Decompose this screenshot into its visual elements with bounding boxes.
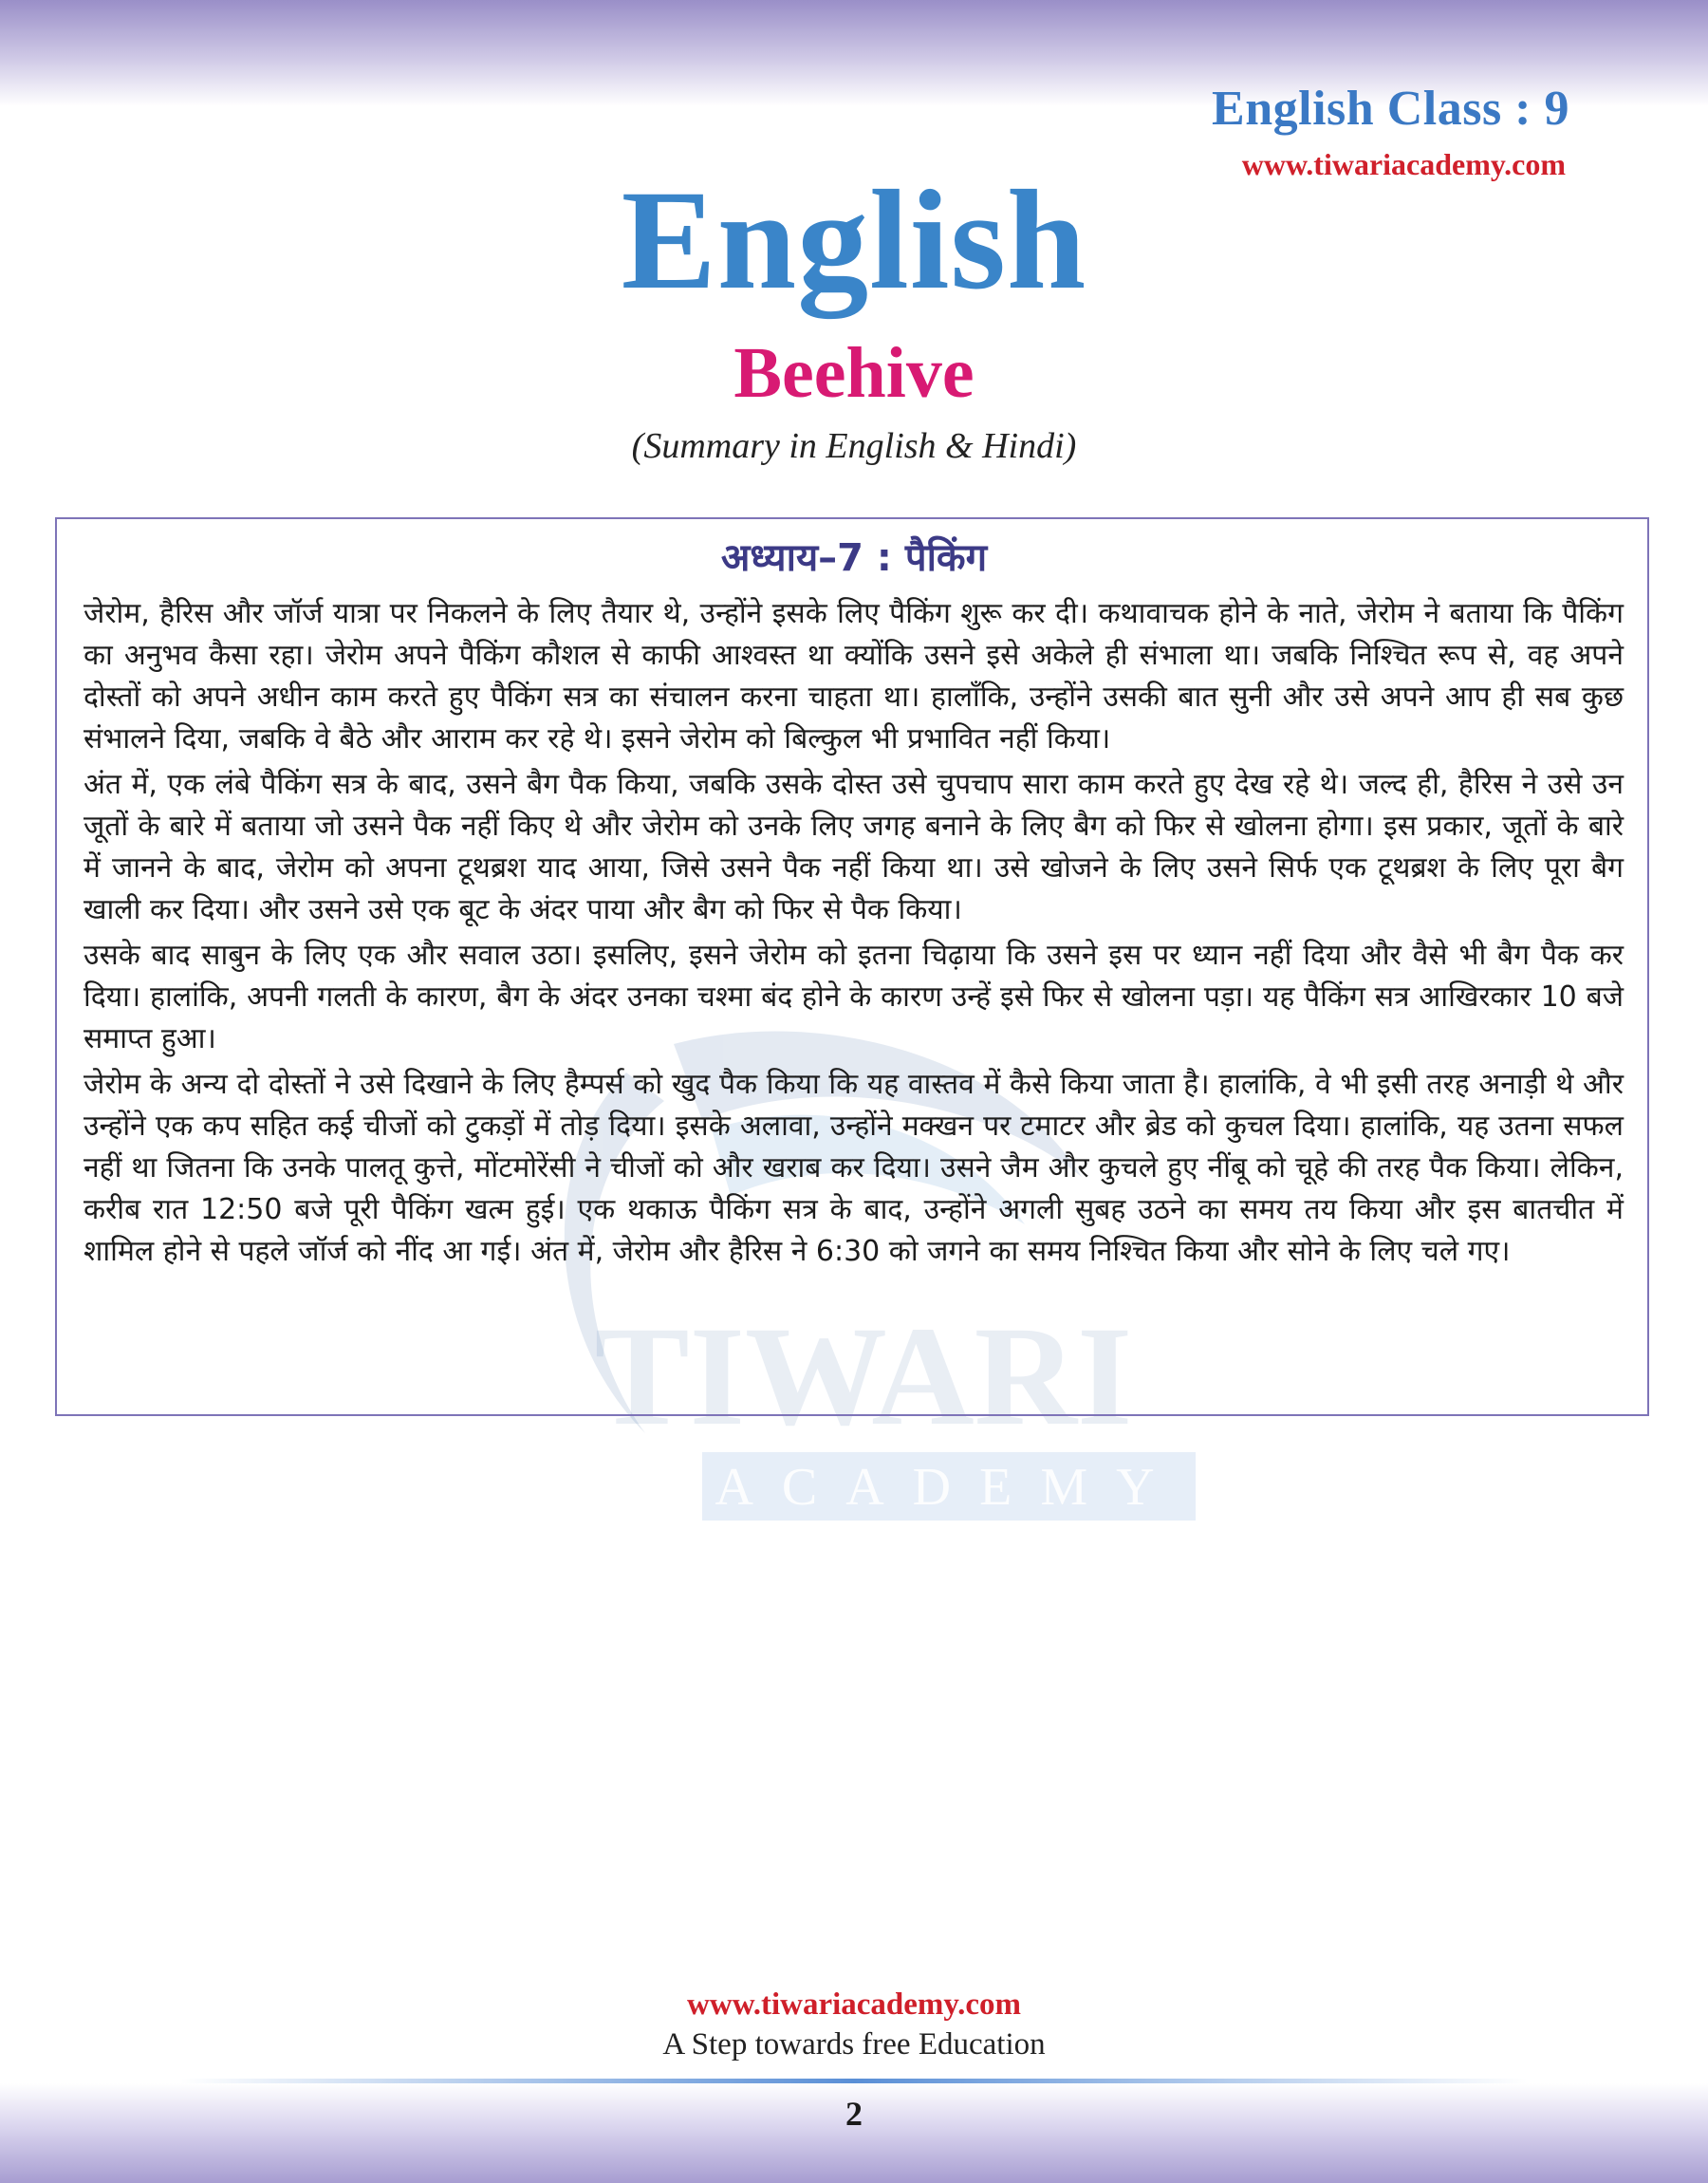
summary-paragraph-1: जेरोम, हैरिस और जॉर्ज यात्रा पर निकलने के लिए तैयार थे, उन्होंने इसके लिए पैकिंग शुरू कर दी। कथावाचक होने के नाते, जेरोम ने बताया कि पैकिंग का अनुभव कैसा रहा। जेरोम अपने पैकिंग कौशल से काफी आश्वस्त था क्योंकि उसने इसे अकेले ही संभाला था। जबकि निश्चित रूप से, वह अपने दोस्तों को अपने अधीन काम करते हुए पैकिंग सत्र का संचालन करना चाहता था। हालाँकि, उन्होंने उसकी बात सुनी और उसे अपने आप ही सब कुछ संभालने दिया, जबकि वे बैठे और आराम कर रहे थे। इसने जेरोम को बिल्कुल भी प्रभावित नहीं किया।: [84, 597, 1624, 756]
header-site-link[interactable]: www.tiwariacademy.com: [1241, 147, 1566, 181]
watermark-word-bottom: ACADEMY: [715, 1458, 1183, 1517]
footer-site-link[interactable]: www.tiwariacademy.com: [687, 1987, 1021, 2022]
summary-paragraph-4: जेरोम के अन्य दो दोस्तों ने उसे दिखाने के लिए हैम्पर्स को खुद पैक किया कि यह वास्तव में कैसे किया जाता है। हालांकि, वे भी इसी तरह अनाड़ी थे और उन्होंने एक कप सहित कई चीजों को टुकड़ों में तोड़ दिया। इसके अलावा, उन्होंने मक्खन पर टमाटर और ब्रेड को कुचल दिया। हालांकि, यह उतना सफल नहीं था जितना कि उनके पालतू कुत्ते, मोंटमोरेंसी ने चीजों को और खराब कर दिया। उसने जैम और कुचले हुए नींबू को चूहे की तरह पैक किया। लेकिन, करीब रात 12:50 बजे पूरी पैकिंग खत्म हुई। एक थकाऊ पैकिंग सत्र के बाद, उन्होंने अगली सुबह उठने का समय तय किया और इस बातचीत में शामिल होने से पहले जॉर्ज को नींद आ गई। अंत में, जेरोम और हैरिस ने 6:30 को जगने का समय निश्चित किया और सोने के लिए चले गए।: [84, 1068, 1624, 1268]
footer-tagline: A Step towards free Education: [662, 2027, 1046, 2062]
page-title: English: [621, 161, 1087, 319]
chapter-summary-body: [84, 593, 1624, 1277]
watermark-word-top: TIWARI: [594, 1297, 1133, 1455]
summary-note: (Summary in English & Hindi): [631, 426, 1077, 466]
page-number: 2: [845, 2095, 863, 2133]
book-subtitle: Beehive: [733, 333, 975, 413]
chapter-heading: अध्याय–7 : पैकिंग: [720, 536, 988, 580]
summary-paragraph-2: अंत में, एक लंबे पैकिंग सत्र के बाद, उसने बैग पैक किया, जबकि उसके दोस्त उसे चुपचाप सारा काम करते हुए देख रहे थे। जल्द ही, हैरिस ने उसे उन जूतों के बारे में बताया जो उसने पैक नहीं किए थे और जेरोम को उनके लिए जगह बनाने के लिए बैग को फिर से खोलना होगा। इस प्रकार, जूतों के बारे में जानने के बाद, जेरोम को अपना टूथब्रश याद आया, जिसे उसने पैक नहीं किया था। उसे खोजने के लिए उसने सिर्फ एक टूथब्रश के लिए पूरा बैग खाली कर दिया। और उसने उसे एक बूट के अंदर पाया और बैग को फिर से पैक किया।: [84, 768, 1624, 926]
class-label: English Class : 9: [1212, 82, 1569, 136]
summary-paragraph-3: उसके बाद साबुन के लिए एक और सवाल उठा। इसलिए, इसने जेरोम को इतना चिढ़ाया कि उसने इस पर ध्यान नहीं दिया और वैसे भी बैग पैक कर दिया। हालांकि, अपनी गलती के कारण, बैग के अंदर उनका चश्मा बंद होने के कारण उन्हें इसे फिर से खोलना पड़ा। यह पैकिंग सत्र आखिरकार 10 बजे समाप्त हुआ।: [84, 939, 1624, 1055]
